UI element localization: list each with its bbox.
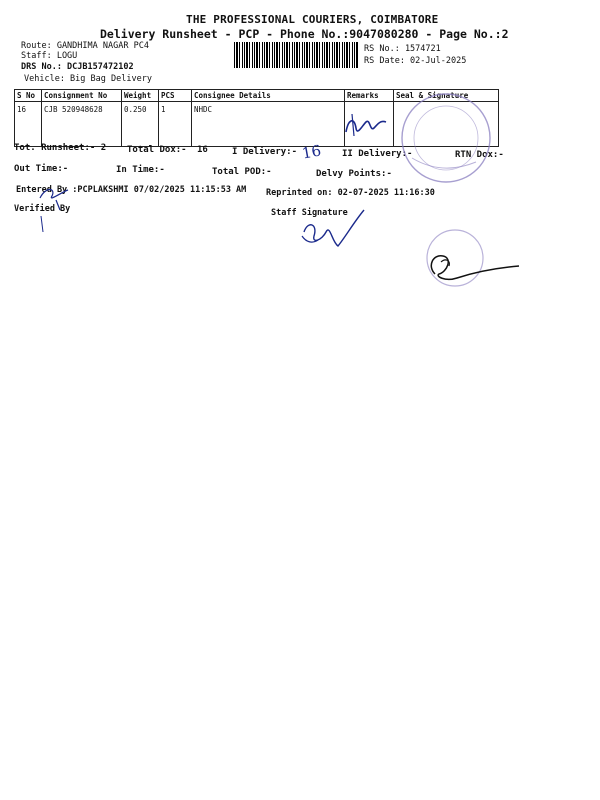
in-time-label: In Time:- <box>116 165 165 175</box>
handwritten-count: 16 <box>300 141 323 163</box>
out-time-label: Out Time:- <box>14 164 69 174</box>
col-consignee: Consignee Details <box>192 90 345 102</box>
cell-consignee: NHDC <box>192 102 345 147</box>
col-seal-signature: Seal & Signature <box>394 90 499 102</box>
route-label: Route: GANDHIMA NAGAR PC4 <box>21 41 149 51</box>
total-dox-label: Total Dox:- <box>127 145 187 155</box>
vehicle-label: Vehicle: Big Bag Delivery <box>24 74 152 84</box>
verified-by: Verified By <box>14 204 71 214</box>
delvy-points-label: Delvy Points:- <box>316 169 392 179</box>
rtn-dox-label: RTN Dox:- <box>455 150 504 160</box>
runsheet-subtitle: Delivery Runsheet - PCP - Phone No.:9047080280 - Page No.:2 <box>100 27 509 41</box>
barcode-top <box>234 42 358 58</box>
col-sno: S No <box>15 90 42 102</box>
cell-sno: 16 <box>15 102 42 147</box>
barcode-bottom <box>234 58 358 68</box>
total-pod-label: Total POD:- <box>212 167 272 177</box>
pen-mark-icon <box>39 214 69 234</box>
cell-pcs: 1 <box>159 102 192 147</box>
col-consignment: Consignment No <box>42 90 122 102</box>
staff-signature-label: Staff Signature <box>271 208 348 218</box>
rs-date: RS Date: 02-Jul-2025 <box>364 56 467 66</box>
tot-runsheet: Tot. Runsheet:- 2 <box>14 143 107 153</box>
seal-stamp-icon <box>392 96 512 186</box>
col-weight: Weight <box>122 90 159 102</box>
staff-signature-icon <box>296 210 376 260</box>
rs-number: RS No.: 1574721 <box>364 44 441 54</box>
total-dox-value: 16 <box>197 145 208 155</box>
reprinted-on: Reprinted on: 02-07-2025 11:16:30 <box>266 188 435 198</box>
col-remarks: Remarks <box>345 90 394 102</box>
ii-delivery-label: II Delivery:- <box>342 149 413 159</box>
entered-by-signature-icon <box>36 182 76 212</box>
company-title: THE PROFESSIONAL COURIERS, COIMBATORE <box>186 13 439 26</box>
staff-label: Staff: LOGU <box>21 51 78 61</box>
stamp-signature-icon <box>405 228 545 308</box>
cell-weight: 0.250 <box>122 102 159 147</box>
entered-by: Entered By :PCPLAKSHMI 07/02/2025 11:15:53 AM <box>16 185 247 195</box>
cell-consignment: CJB 520948628 <box>42 102 122 147</box>
remarks-signature-icon <box>342 106 402 146</box>
drs-number: DRS No.: DCJB157472102 <box>21 62 134 72</box>
col-pcs: PCS <box>159 90 192 102</box>
i-delivery-label: I Delivery:- <box>232 147 298 157</box>
